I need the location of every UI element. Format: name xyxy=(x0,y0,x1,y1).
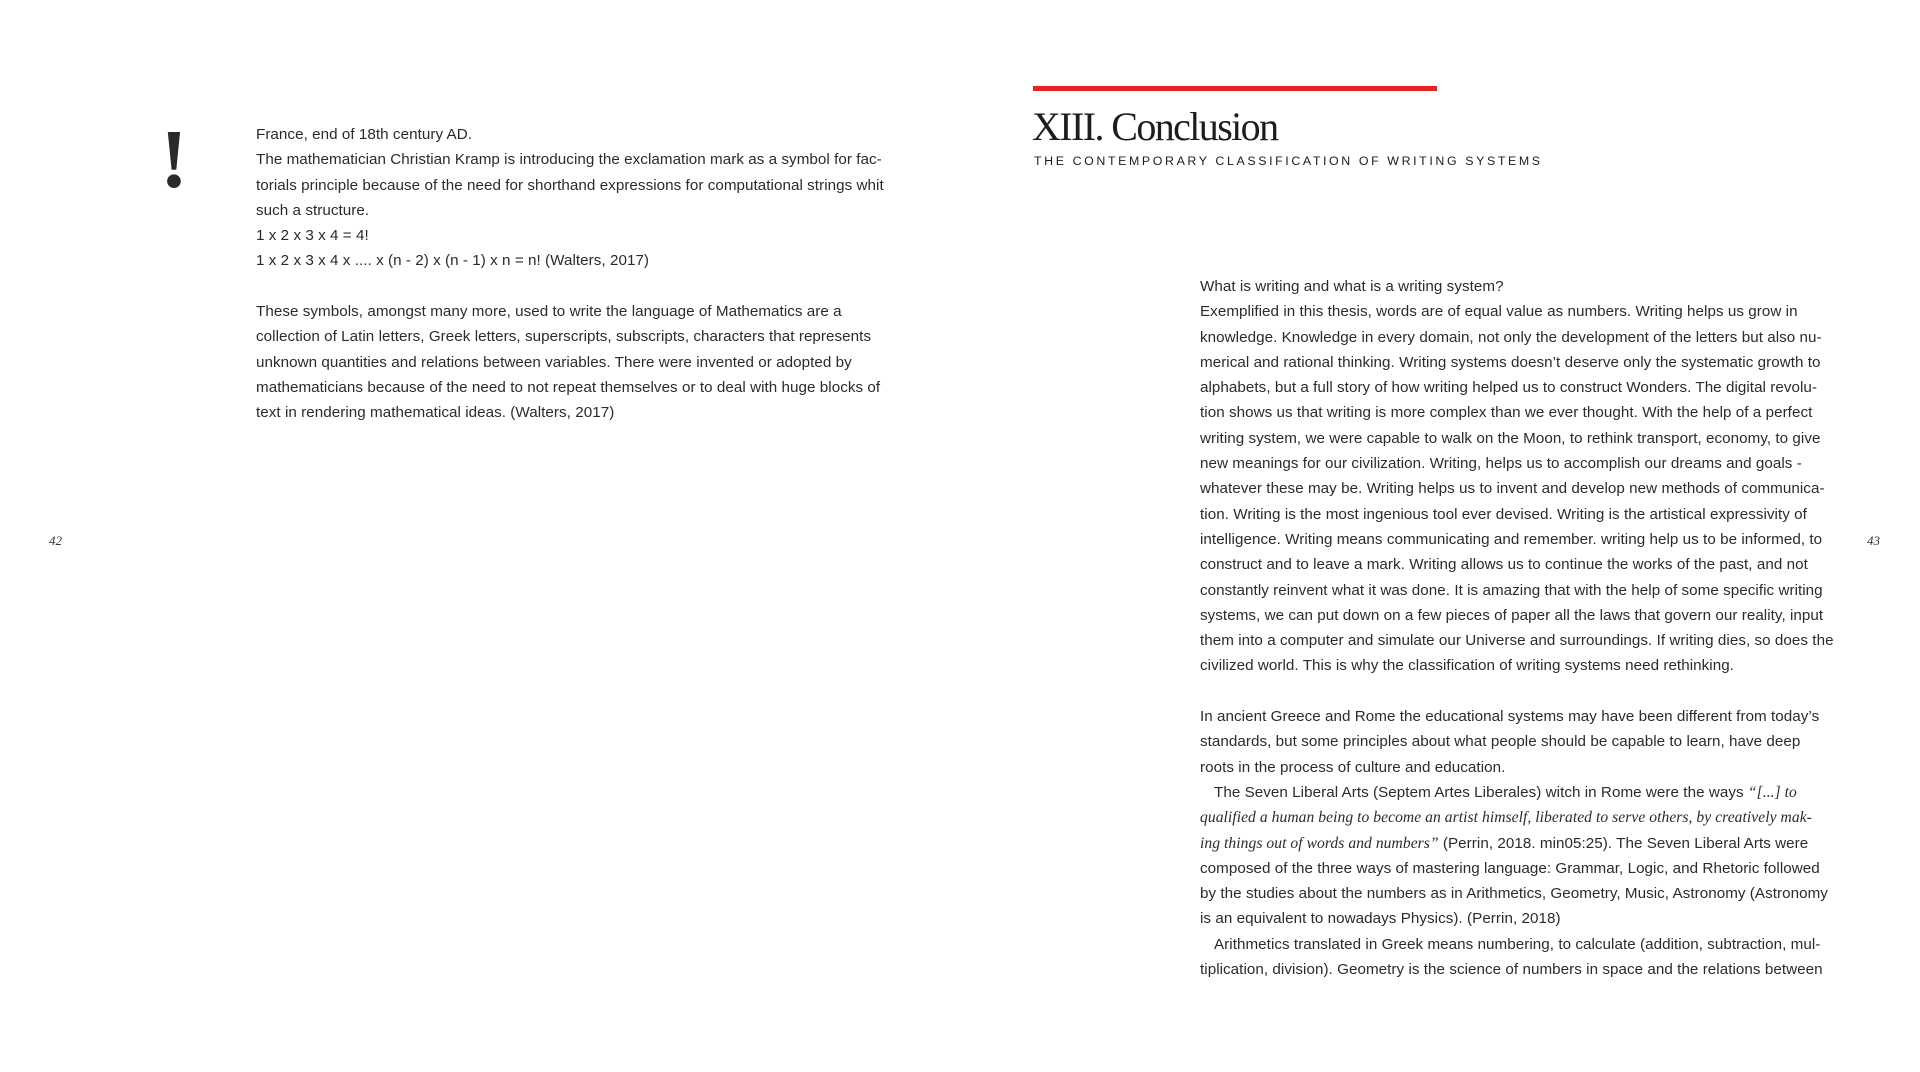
quote-span: qualified a human being to become an artist himself, liberated to serve others, by creatively mak- xyxy=(1200,809,1812,827)
text-line xyxy=(1200,805,1860,830)
right-text-column xyxy=(1200,274,1860,982)
text-line: France, end of 18th century AD. xyxy=(256,126,472,143)
right-page xyxy=(960,0,1920,1072)
text-line: knowledge. Knowledge in every domain, not only the development of the letters but also nu- xyxy=(1200,328,1822,346)
text-line: tion shows us that writing is more complex than we ever thought. With the help of a perfect xyxy=(1200,404,1813,422)
text-line: The mathematician Christian Kramp is introducing the exclamation mark as a symbol for fac- xyxy=(256,151,882,169)
text-line: by the studies about the numbers as in Arithmetics, Geometry, Music, Astronomy (Astronomy xyxy=(1200,885,1828,903)
text-line: These symbols, amongst many more, used to write the language of Mathematics are a xyxy=(256,303,842,321)
text-line: Arithmetics translated in Greek means numbering, to calculate (addition, subtraction, mul- xyxy=(1214,935,1821,953)
text-line: them into a computer and simulate our Universe and surroundings. If writing dies, so does the xyxy=(1200,632,1834,650)
exclamation-mark-symbol: ! xyxy=(160,113,188,206)
chapter-title: XIII. Conclusion xyxy=(1032,104,1278,149)
question-line: What is writing and what is a writing system? xyxy=(1200,278,1504,295)
text-line: such a structure. xyxy=(256,201,370,219)
left-text-column xyxy=(256,122,906,426)
text-span: The Seven Liberal Arts (Septem Artes Liberales) witch in Rome were the ways xyxy=(1214,783,1748,801)
text-line: mathematicians because of the need to not repeat themselves or to deal with huge blocks of xyxy=(256,378,881,396)
text-span: (Perrin, 2018. min05:25). The Seven Liberal Arts were xyxy=(1438,834,1809,852)
text-line: In ancient Greece and Rome the educational systems may have been different from today’s xyxy=(1200,708,1820,726)
text-line: whatever these may be. Writing helps us to invent and develop new methods of communica- xyxy=(1200,480,1825,498)
text-line: tiplication, division). Geometry is the science of numbers in space and the relations between xyxy=(1200,961,1823,979)
quote-span: ing things out of words and numbers” xyxy=(1200,834,1439,852)
text-line: new meanings for our civilization. Writing, helps us to accomplish our dreams and goals - xyxy=(1200,455,1802,473)
text-line: standards, but some principles about what people should be capable to learn, have deep xyxy=(1200,733,1801,751)
formula-line: 1 x 2 x 3 x 4 x .... x (n - 2) x (n - 1) x n = n! (Walters, 2017) xyxy=(256,252,650,270)
text-line: merical and rational thinking. Writing systems doesn’t deserve only the systematic growth to xyxy=(1200,353,1821,371)
text-line: civilized world. This is why the classification of writing systems need rethinking. xyxy=(1200,657,1734,675)
text-line: roots in the process of culture and education. xyxy=(1200,758,1506,776)
formula-line: 1 x 2 x 3 x 4 = 4! xyxy=(256,227,369,245)
text-line: alphabets, but a full story of how writing helped us to construct Wonders. The digital revolu- xyxy=(1200,379,1818,397)
paragraph-gap xyxy=(1200,679,1860,704)
text-line: tion. Writing is the most ingenious tool ever devised. Writing is the artistical expressivity of xyxy=(1200,505,1807,523)
text-line: composed of the three ways of mastering language: Grammar, Logic, and Rhetoric followed xyxy=(1200,859,1820,877)
text-line: Exemplified in this thesis, words are of equal value as numbers. Writing helps us grow in xyxy=(1200,303,1798,321)
chapter-subtitle: THE CONTEMPORARY CLASSIFICATION OF WRITING SYSTEMS xyxy=(1034,154,1543,168)
text-line: intelligence. Writing means communicating and remember. writing help us to be informed, to xyxy=(1200,530,1823,548)
page-number-left: 42 xyxy=(49,533,62,548)
text-line: unknown quantities and relations between variables. There were invented or adopted by xyxy=(256,353,852,371)
quote-span: “[...] to xyxy=(1747,783,1797,801)
paragraph-gap xyxy=(256,274,906,299)
chapter-rule xyxy=(1033,86,1437,91)
text-line: collection of Latin letters, Greek letters, superscripts, subscripts, characters that represents xyxy=(256,328,872,346)
text-line: construct and to leave a mark. Writing allows us to continue the works of the past, and not xyxy=(1200,556,1808,574)
text-line: systems, we can put down on a few pieces of paper all the laws that govern our reality, input xyxy=(1200,606,1824,624)
text-line: constantly reinvent what it was done. It is amazing that with the help of some specific writing xyxy=(1200,581,1823,599)
text-line xyxy=(1200,831,1860,856)
text-line xyxy=(1200,780,1860,805)
text-line: is an equivalent to nowadays Physics). (Perrin, 2018) xyxy=(1200,910,1561,928)
text-line: writing system, we were capable to walk on the Moon, to rethink transport, economy, to give xyxy=(1200,429,1821,447)
text-line: torials principle because of the need for shorthand expressions for computational strings whit xyxy=(256,176,884,194)
page-number-right: 43 xyxy=(1867,533,1880,548)
text-line: text in rendering mathematical ideas. (Walters, 2017) xyxy=(256,404,615,422)
